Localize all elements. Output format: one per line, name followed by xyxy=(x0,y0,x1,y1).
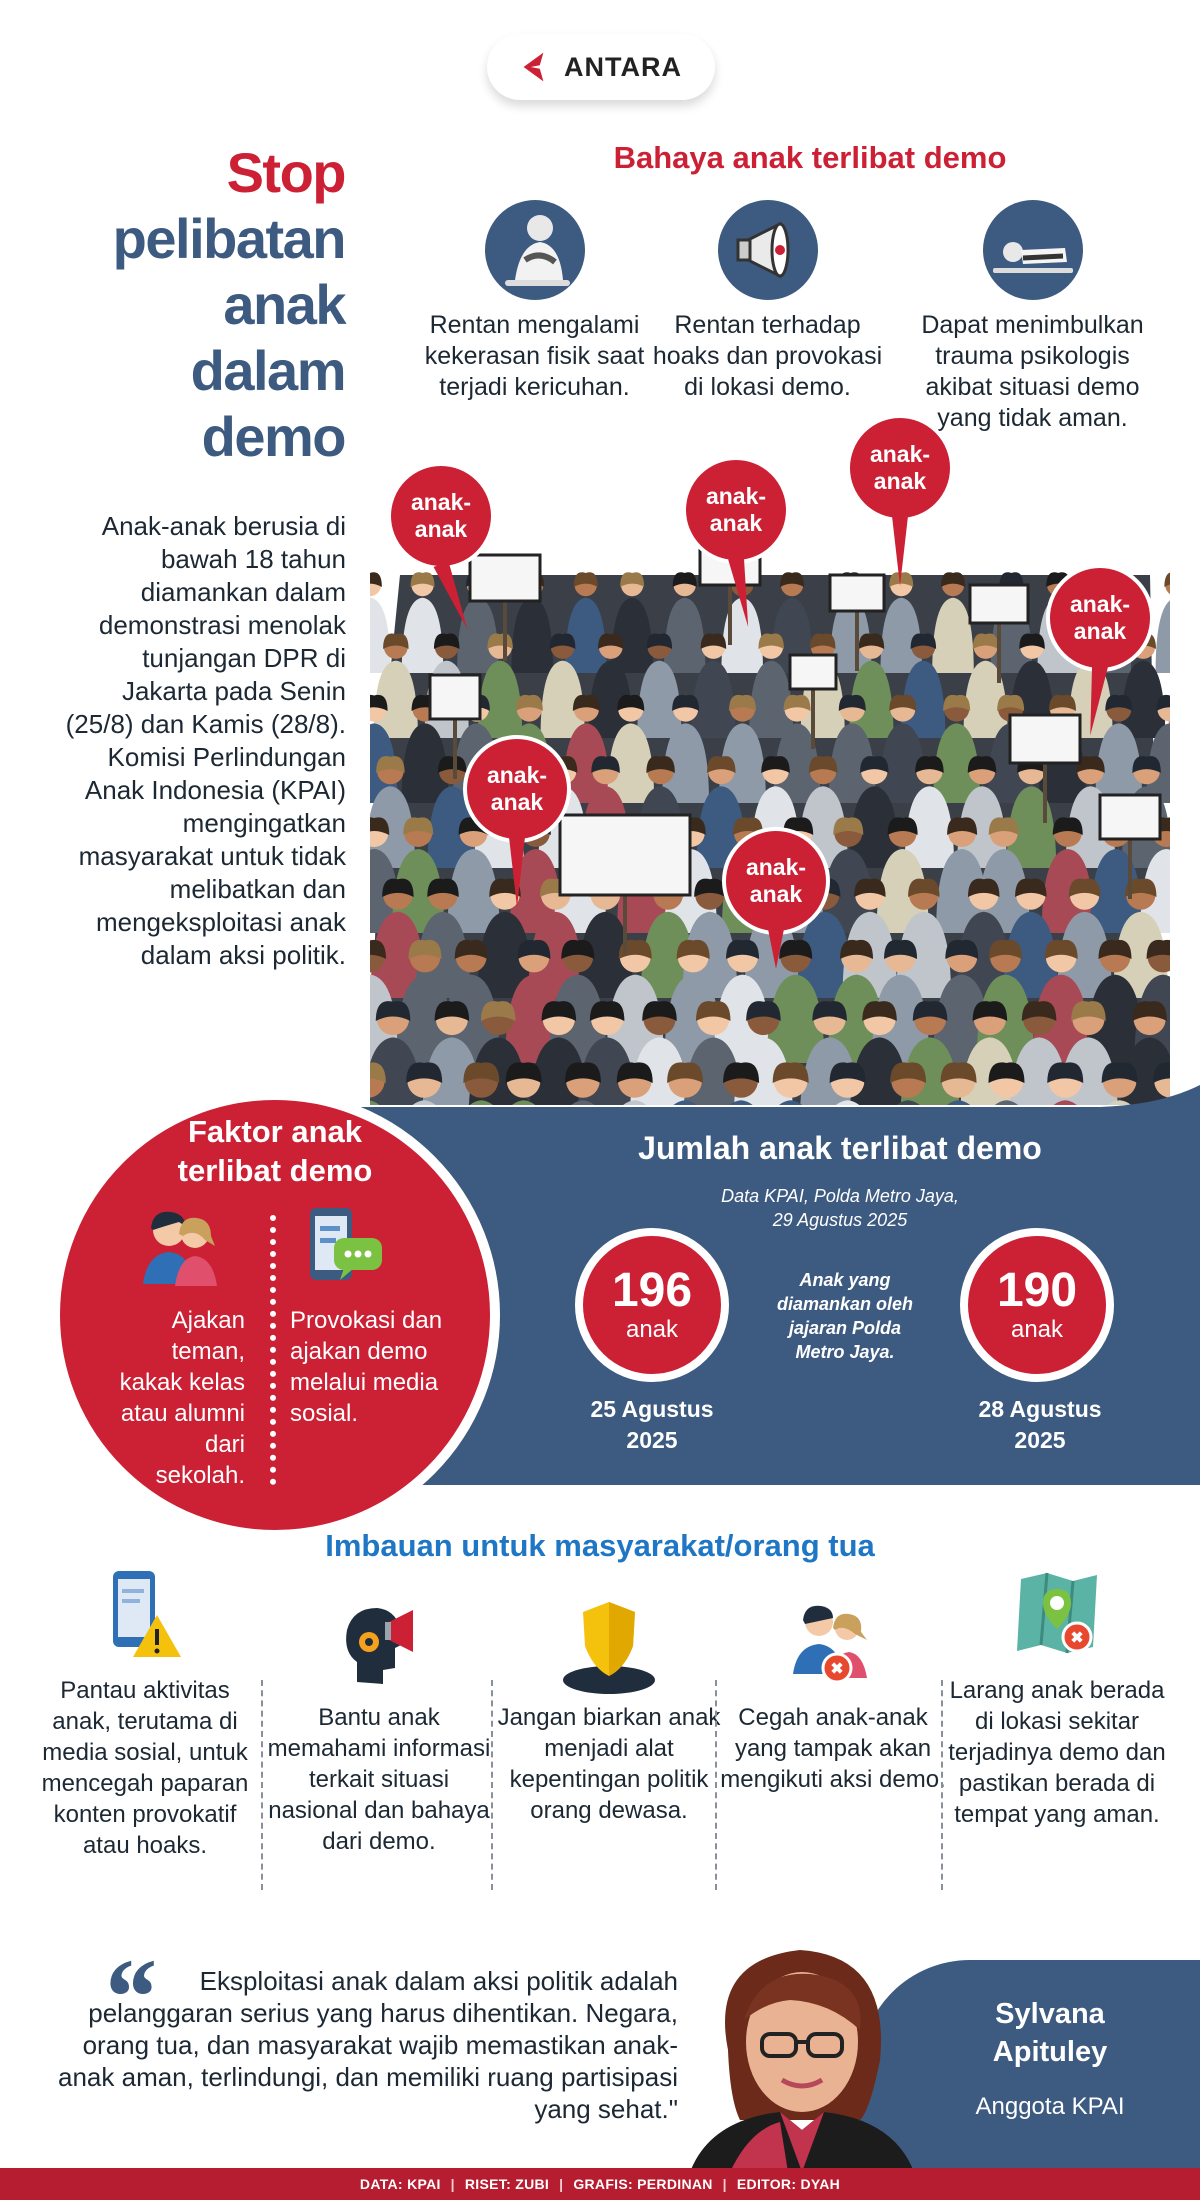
imbauan-divider xyxy=(261,1680,263,1890)
title-line-5: demo xyxy=(201,405,345,468)
stat-value: 196 xyxy=(611,1264,693,1317)
credit-data: DATA: KPAI xyxy=(359,2176,441,2192)
credit-editor: EDITOR: DYAH xyxy=(736,2176,841,2192)
imbauan-divider xyxy=(941,1680,943,1890)
jumlah-heading: Jumlah anak terlibat demo xyxy=(638,1130,1042,1166)
stat-note: Anak yang diamankan oleh jajaran Polda Metro Jaya. xyxy=(776,1270,914,1362)
antara-mark-icon xyxy=(520,49,556,85)
imbauan-text: Pantau aktivitas anak, terutama di media sosial, untuk mencegah paparan konten provokatif atau hoaks. xyxy=(41,1677,249,1859)
faktor-divider xyxy=(270,1215,276,1485)
bahaya-item xyxy=(640,200,895,403)
stat-unit: anak xyxy=(1010,1316,1064,1343)
anak-anak-pin: anak- anak xyxy=(682,456,790,628)
imbauan-heading: Imbauan untuk masyarakat/orang tua xyxy=(325,1528,875,1563)
imbauan-divider xyxy=(715,1680,717,1890)
antara-logo xyxy=(487,34,715,100)
title-line-1: Stop xyxy=(226,141,345,204)
shield-icon xyxy=(559,1592,659,1702)
anak-anak-pin: anak- anak xyxy=(387,462,495,634)
anak-anak-pin: anak- anak xyxy=(463,735,571,907)
imbauan-text: Larang anak berada di lokasi sekitar terjadinya demo dan pastikan berada di tempat yang aman. xyxy=(948,1677,1166,1828)
head-megaphone-icon xyxy=(329,1592,429,1702)
title-line-3: anak xyxy=(223,273,345,336)
imbauan-divider xyxy=(491,1680,493,1890)
imbauan-item xyxy=(496,1592,722,1826)
chat-phone-icon xyxy=(300,1200,390,1290)
phone-warning-icon xyxy=(95,1565,195,1675)
page-title xyxy=(113,140,345,470)
stat-circle-28-aug xyxy=(960,1228,1114,1382)
stat-value: 190 xyxy=(996,1264,1078,1317)
faktor-heading: Faktor anak terlibat demo xyxy=(177,1114,373,1188)
title-line-4: dalam xyxy=(190,339,345,402)
quote-text: Eksploitasi anak dalam aksi politik adalah pelanggaran serius yang harus dihentikan. Negara, orang tua, dan masyarakat wajib memastikan anak-anak aman, terlindungi, dan memiliki ruang partisipasi yang sehat." xyxy=(58,1966,678,2124)
bahaya-item xyxy=(905,200,1160,434)
imbauan-text: Bantu anak memahami informasi terkait situasi nasional dan bahaya dari demo. xyxy=(267,1704,491,1855)
distressed-person-icon xyxy=(485,200,585,300)
faktor-text: Provokasi dan ajakan demo melalui media sosial. xyxy=(290,1307,443,1427)
speaker-portrait xyxy=(670,1930,930,2172)
speaker-role: Anggota KPAI xyxy=(975,2093,1125,2120)
bahaya-text: Rentan mengalami kekerasan fisik saat terjadi kericuhan. xyxy=(424,311,645,401)
bahaya-heading: Bahaya anak terlibat demo xyxy=(613,140,1007,175)
stat-date: 28 Agustus 2025 xyxy=(978,1396,1102,1453)
imbauan-text: Jangan biarkan anak menjadi alat kepentingan politik orang dewasa. xyxy=(497,1704,721,1824)
anak-anak-pin: anak- anak xyxy=(722,827,830,969)
quote-mark: “ xyxy=(100,1936,155,2058)
children-block-icon xyxy=(783,1592,883,1702)
stat-unit: anak xyxy=(625,1316,679,1343)
imbauan-item xyxy=(720,1592,946,1795)
jumlah-source: Data KPAI, Polda Metro Jaya, 29 Agustus 2025 xyxy=(721,1186,959,1230)
credits-footer: DATA: KPAI | RISET: ZUBI | GRAFIS: PERDINAN | EDITOR: DYAH xyxy=(0,2168,1200,2200)
anak-anak-pin: anak- anak xyxy=(846,414,954,586)
bahaya-text: Dapat menimbulkan trauma psikologis akibat situasi demo yang tidak aman. xyxy=(921,311,1144,432)
map-block-icon xyxy=(1007,1565,1107,1675)
imbauan-item xyxy=(944,1565,1170,1830)
faktor-text: Ajakan teman, kakak kelas atau alumni dari sekolah. xyxy=(119,1307,245,1489)
imbauan-item xyxy=(266,1592,492,1857)
title-line-2: pelibatan xyxy=(112,207,345,270)
credit-riset: RISET: ZUBI xyxy=(464,2176,550,2192)
intro-paragraph: Anak-anak berusia di bawah 18 tahun diamankan dalam demonstrasi menolak tunjangan DPR di Jakarta pada Senin (25/8) dan Kamis (28/8). Komisi Perlindungan Anak Indonesia (KPAI) mengingatkan masyarakat untuk tidak melibatkan dan mengeksploitasi anak dalam aksi politik. xyxy=(65,511,346,970)
credit-grafis: GRAFIS: PERDINAN xyxy=(573,2176,713,2192)
speaker-name: Sylvana Apituley xyxy=(992,1998,1108,2068)
stat-circle-25-aug xyxy=(575,1228,729,1382)
megaphone-icon xyxy=(718,200,818,300)
stat-date: 25 Agustus 2025 xyxy=(590,1396,714,1453)
brand-name: ANTARA xyxy=(564,51,682,82)
friends-icon xyxy=(135,1200,225,1290)
lying-person-icon xyxy=(983,200,1083,300)
anak-anak-pin: anak- anak xyxy=(1046,564,1154,736)
bahaya-item xyxy=(407,200,662,403)
imbauan-text: Cegah anak-anak yang tampak akan mengikuti aksi demo. xyxy=(720,1704,946,1793)
imbauan-item xyxy=(32,1565,258,1861)
bahaya-text: Rentan terhadap hoaks dan provokasi di lokasi demo. xyxy=(652,311,883,401)
